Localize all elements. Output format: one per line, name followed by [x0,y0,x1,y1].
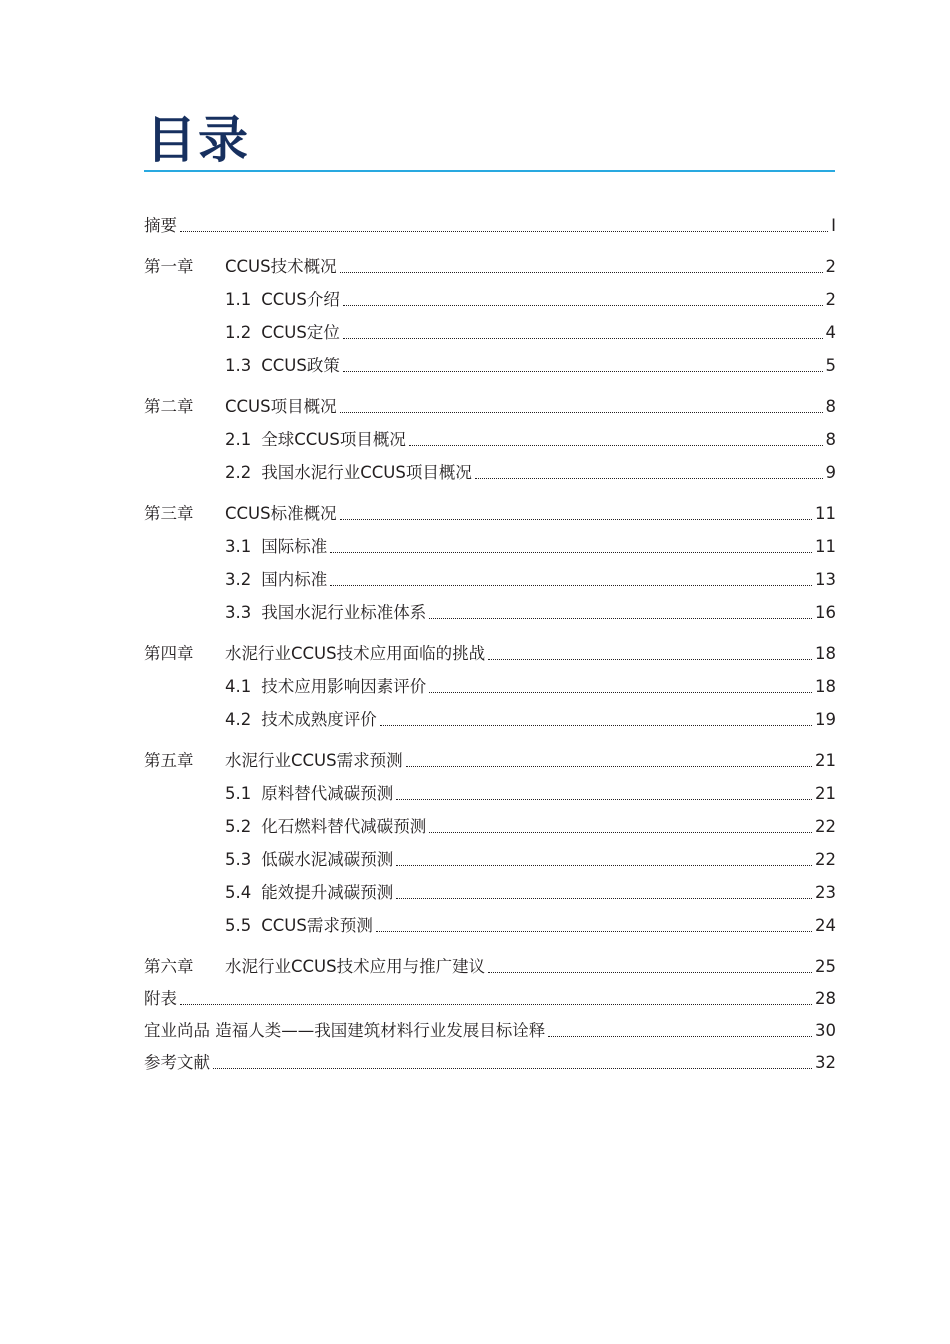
dot-leader [376,931,812,932]
toc-entry-title: CCUS政策 [261,356,340,375]
dot-leader [396,799,812,800]
toc-page-number: 2 [825,290,836,309]
chapter-label: 第六章 [144,957,194,976]
toc-entry-title: 能效提升减碳预测 [261,883,394,902]
dot-leader [409,445,823,446]
dot-leader [180,231,828,232]
section-number: 4.2 [225,710,252,729]
dot-leader [475,478,823,479]
toc-entry-title: 我国水泥行业CCUS项目概况 [261,463,472,482]
toc-entry-abstract[interactable] [144,215,836,237]
toc-entry-title: 我国水泥行业标准体系 [261,603,427,622]
toc-entry-appendix[interactable] [144,988,836,1010]
toc-section-5-2[interactable] [144,816,836,838]
toc-page-number: 11 [815,537,836,556]
chapter-label: 第三章 [144,504,194,523]
toc-entry-title: CCUS项目概况 [225,397,337,416]
toc-section-1-3[interactable] [144,355,836,377]
toc-chapter-3[interactable] [144,503,836,525]
toc-entry-title: CCUS技术概况 [225,257,337,276]
page-title: 目录 [146,111,250,169]
dot-leader [396,898,812,899]
toc-section-1-2[interactable] [144,322,836,344]
dot-leader [396,865,812,866]
toc-page-number: 23 [815,883,836,902]
dot-leader [406,766,812,767]
dot-leader [330,585,812,586]
chapter-label: 第一章 [144,257,194,276]
toc-entry-title: CCUS需求预测 [261,916,373,935]
toc-section-5-5[interactable] [144,915,836,937]
toc-entry-title: 国际标准 [261,537,328,556]
toc-section-3-1[interactable] [144,536,836,558]
toc-entry-title: CCUS介绍 [261,290,340,309]
section-number: 4.1 [225,677,252,696]
toc-entry-title: CCUS标准概况 [225,504,337,523]
dot-leader [213,1068,812,1069]
section-number: 1.2 [225,323,252,342]
toc-page-number: 25 [815,957,836,976]
toc-page-number: 8 [825,430,836,449]
toc-page-number: 30 [815,1021,836,1040]
toc-entry-title: 国内标准 [261,570,328,589]
section-number: 1.1 [225,290,252,309]
toc-section-1-1[interactable] [144,289,836,311]
toc-chapter-5[interactable] [144,750,836,772]
toc-section-5-1[interactable] [144,783,836,805]
toc-page-number: 8 [825,397,836,416]
toc-section-3-2[interactable] [144,569,836,591]
toc-page-number: 18 [815,677,836,696]
toc-section-3-3[interactable] [144,602,836,624]
dot-leader [488,659,812,660]
toc-entry-title: 技术应用影响因素评价 [261,677,427,696]
dot-leader [340,272,823,273]
section-number: 3.2 [225,570,252,589]
chapter-label: 第五章 [144,751,194,770]
toc-section-5-4[interactable] [144,882,836,904]
toc-entry-title: 低碳水泥减碳预测 [261,850,394,869]
toc-section-5-3[interactable] [144,849,836,871]
dot-leader [343,305,823,306]
dot-leader [548,1036,812,1037]
toc-entry-title: 附表 [144,989,177,1008]
toc-chapter-1[interactable] [144,256,836,278]
section-number: 5.2 [225,817,252,836]
section-number: 3.1 [225,537,252,556]
chapter-label: 第四章 [144,644,194,663]
toc-entry-title: 化石燃料替代减碳预测 [261,817,427,836]
toc-page-number: 2 [825,257,836,276]
dot-leader [343,371,823,372]
toc-page-number: 9 [825,463,836,482]
toc-entry-title: 参考文献 [144,1053,210,1072]
toc-page-number: 24 [815,916,836,935]
toc-entry-references[interactable] [144,1052,836,1074]
toc-page-number: 22 [815,850,836,869]
toc-page-number: 5 [825,356,836,375]
toc-section-4-1[interactable] [144,676,836,698]
toc-page-number: 21 [815,784,836,803]
toc-page-number: I [831,216,836,235]
toc-page-number: 4 [825,323,836,342]
dot-leader [380,725,812,726]
dot-leader [330,552,812,553]
title-underline [144,170,835,172]
toc-entry-title: CCUS定位 [261,323,340,342]
toc-entry-industry-goals[interactable] [144,1020,836,1042]
toc-page-number: 19 [815,710,836,729]
section-number: 2.2 [225,463,252,482]
section-number: 5.1 [225,784,252,803]
section-number: 5.3 [225,850,252,869]
toc-entry-title: 全球CCUS项目概况 [261,430,406,449]
toc-page-number: 21 [815,751,836,770]
dot-leader [340,519,812,520]
dot-leader [429,832,812,833]
toc-chapter-4[interactable] [144,643,836,665]
section-number: 3.3 [225,603,252,622]
toc-entry-title: 宜业尚品 造福人类——我国建筑材料行业发展目标诠释 [144,1021,546,1040]
toc-chapter-6[interactable] [144,956,836,978]
section-number: 1.3 [225,356,252,375]
toc-page-number: 22 [815,817,836,836]
dot-leader [488,972,812,973]
toc-entry-title: 水泥行业CCUS技术应用与推广建议 [225,957,486,976]
toc-page-number: 13 [815,570,836,589]
section-number: 2.1 [225,430,252,449]
dot-leader [340,412,823,413]
toc-page-number: 18 [815,644,836,663]
toc-entry-title: 水泥行业CCUS技术应用面临的挑战 [225,644,486,663]
toc-section-2-1[interactable] [144,429,836,451]
dot-leader [343,338,823,339]
section-number: 5.5 [225,916,252,935]
toc-page-number: 28 [815,989,836,1008]
toc-entry-title: 水泥行业CCUS需求预测 [225,751,403,770]
toc-page-number: 11 [815,504,836,523]
toc-entry-title: 摘要 [144,216,177,235]
dot-leader [429,618,812,619]
toc-section-2-2[interactable] [144,462,836,484]
toc-chapter-2[interactable] [144,396,836,418]
toc-entry-title: 原料替代减碳预测 [261,784,394,803]
dot-leader [429,692,812,693]
dot-leader [180,1004,812,1005]
chapter-label: 第二章 [144,397,194,416]
section-number: 5.4 [225,883,252,902]
toc-entry-title: 技术成熟度评价 [261,710,377,729]
toc-page-number: 32 [815,1053,836,1072]
toc-page-number: 16 [815,603,836,622]
toc-section-4-2[interactable] [144,709,836,731]
